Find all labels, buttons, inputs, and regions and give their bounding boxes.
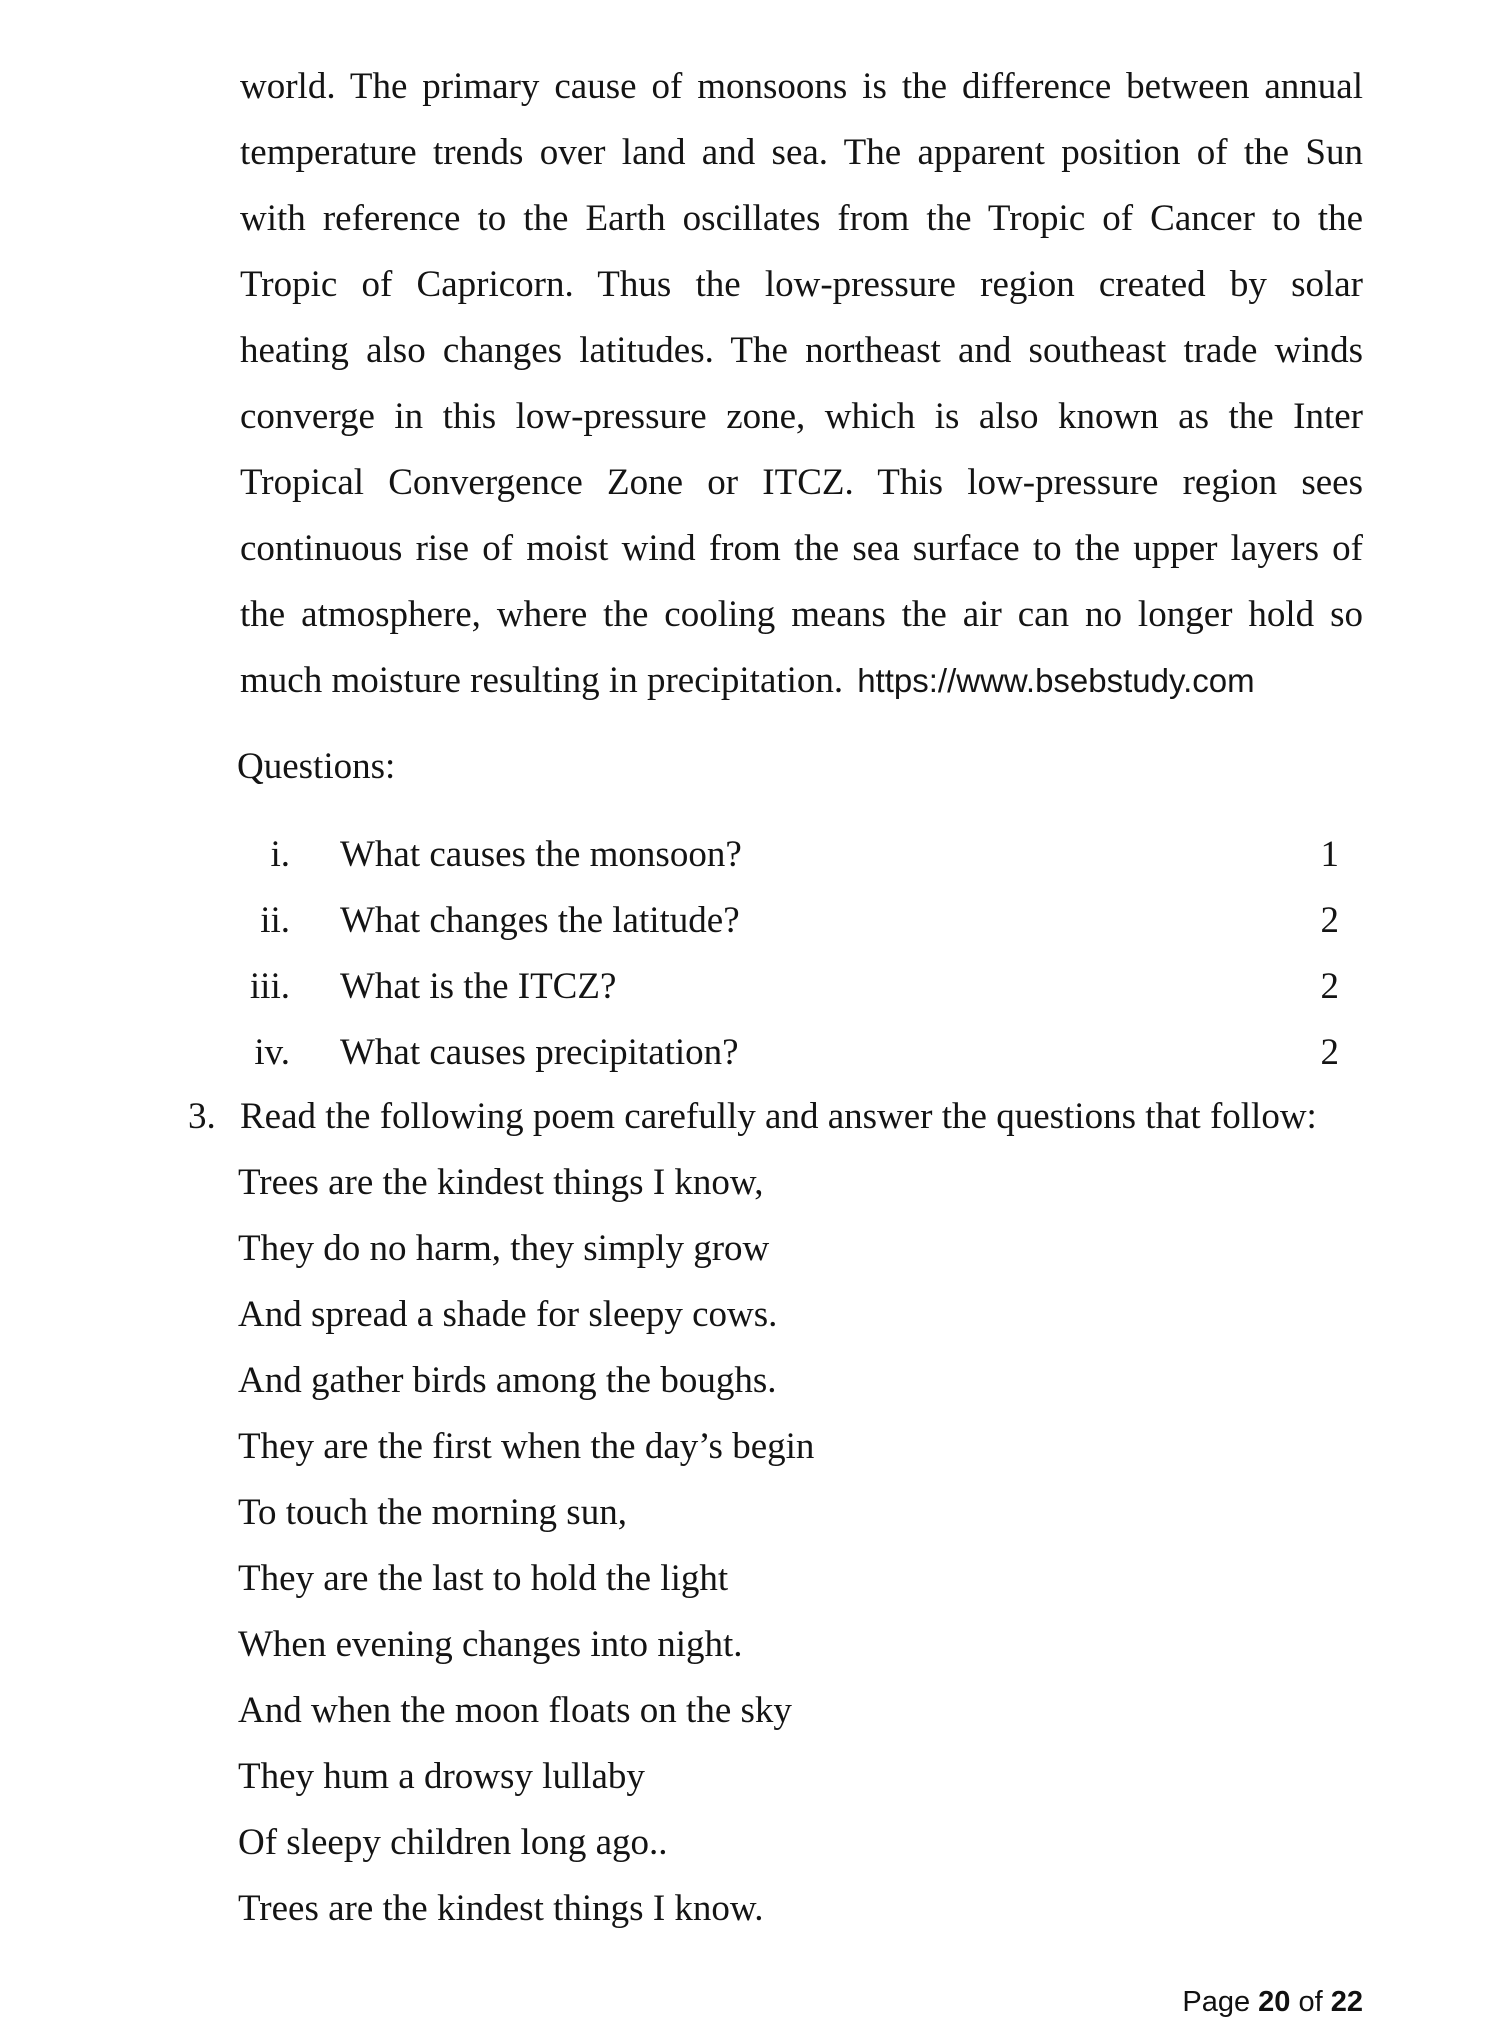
poem-line: They do no harm, they simply grow <box>238 1228 770 1269</box>
question-text: What is the ITCZ? <box>340 966 617 1007</box>
question-marks: 2 <box>1320 900 1339 941</box>
question-numeral: iv. <box>254 1032 290 1073</box>
passage-line: continuous rise of moist wind from the sea surface to the upper layers of <box>240 528 1363 569</box>
poem <box>238 1150 814 1942</box>
poem-line: Of sleepy children long ago.. <box>238 1822 668 1863</box>
reading-passage <box>240 54 1363 714</box>
question-row <box>180 888 1363 954</box>
poem-line: To touch the morning sun, <box>238 1492 627 1533</box>
question-row <box>180 954 1363 1020</box>
poem-line: They are the last to hold the light <box>238 1558 729 1599</box>
poem-line: Trees are the kindest things I know. <box>238 1888 764 1929</box>
question-text: What causes the monsoon? <box>340 834 742 875</box>
poem-line: They are the first when the day’s begin <box>238 1426 815 1467</box>
footer-page-word: Page <box>1182 1986 1259 2018</box>
poem-line: And spread a shade for sleepy cows. <box>238 1294 778 1335</box>
passage-line: the atmosphere, where the cooling means the air can no longer hold so <box>240 594 1363 635</box>
poem-line: Trees are the kindest things I know, <box>238 1162 764 1203</box>
passage-line: with reference to the Earth oscillates from the Tropic of Cancer to the <box>240 198 1363 239</box>
questions-heading: Questions: <box>237 746 396 787</box>
passage-last-line-text: much moisture resulting in precipitation. <box>240 660 844 701</box>
question-text: What changes the latitude? <box>340 900 740 941</box>
question-3-number: 3. <box>188 1096 216 1137</box>
passage-line: heating also changes latitudes. The northeast and southeast trade winds <box>240 330 1363 371</box>
poem-line: They hum a drowsy lullaby <box>238 1756 645 1797</box>
question-row <box>180 822 1363 888</box>
passage-last-line <box>240 648 1363 714</box>
question-3 <box>188 1084 1368 1150</box>
page-footer <box>1182 1986 1363 2019</box>
questions-list <box>180 822 1363 1086</box>
footer-total-pages: 22 <box>1330 1986 1363 2018</box>
question-row <box>180 1020 1363 1086</box>
passage-line: world. The primary cause of monsoons is the difference between annual <box>240 66 1363 107</box>
question-marks: 1 <box>1320 834 1339 875</box>
question-numeral: i. <box>270 834 290 875</box>
question-3-instruction: Read the following poem carefully and answer the questions that follow: <box>240 1096 1317 1137</box>
footer-of-word: of <box>1290 1986 1331 2018</box>
question-numeral: iii. <box>249 966 290 1007</box>
question-marks: 2 <box>1320 1032 1339 1073</box>
passage-line: Tropic of Capricorn. Thus the low-pressure region created by solar <box>240 264 1363 305</box>
poem-line: And when the moon floats on the sky <box>238 1690 792 1731</box>
question-marks: 2 <box>1320 966 1339 1007</box>
question-numeral: ii. <box>260 900 290 941</box>
poem-line: When evening changes into night. <box>238 1624 743 1665</box>
watermark-url: https://www.bsebstudy.com <box>857 662 1255 699</box>
passage-line: temperature trends over land and sea. The apparent position of the Sun <box>240 132 1363 173</box>
footer-page-number: 20 <box>1258 1986 1291 2018</box>
question-text: What causes precipitation? <box>340 1032 739 1073</box>
poem-line: And gather birds among the boughs. <box>238 1360 777 1401</box>
passage-line: converge in this low-pressure zone, which is also known as the Inter <box>240 396 1363 437</box>
passage-line: Tropical Convergence Zone or ITCZ. This low-pressure region sees <box>240 462 1363 503</box>
